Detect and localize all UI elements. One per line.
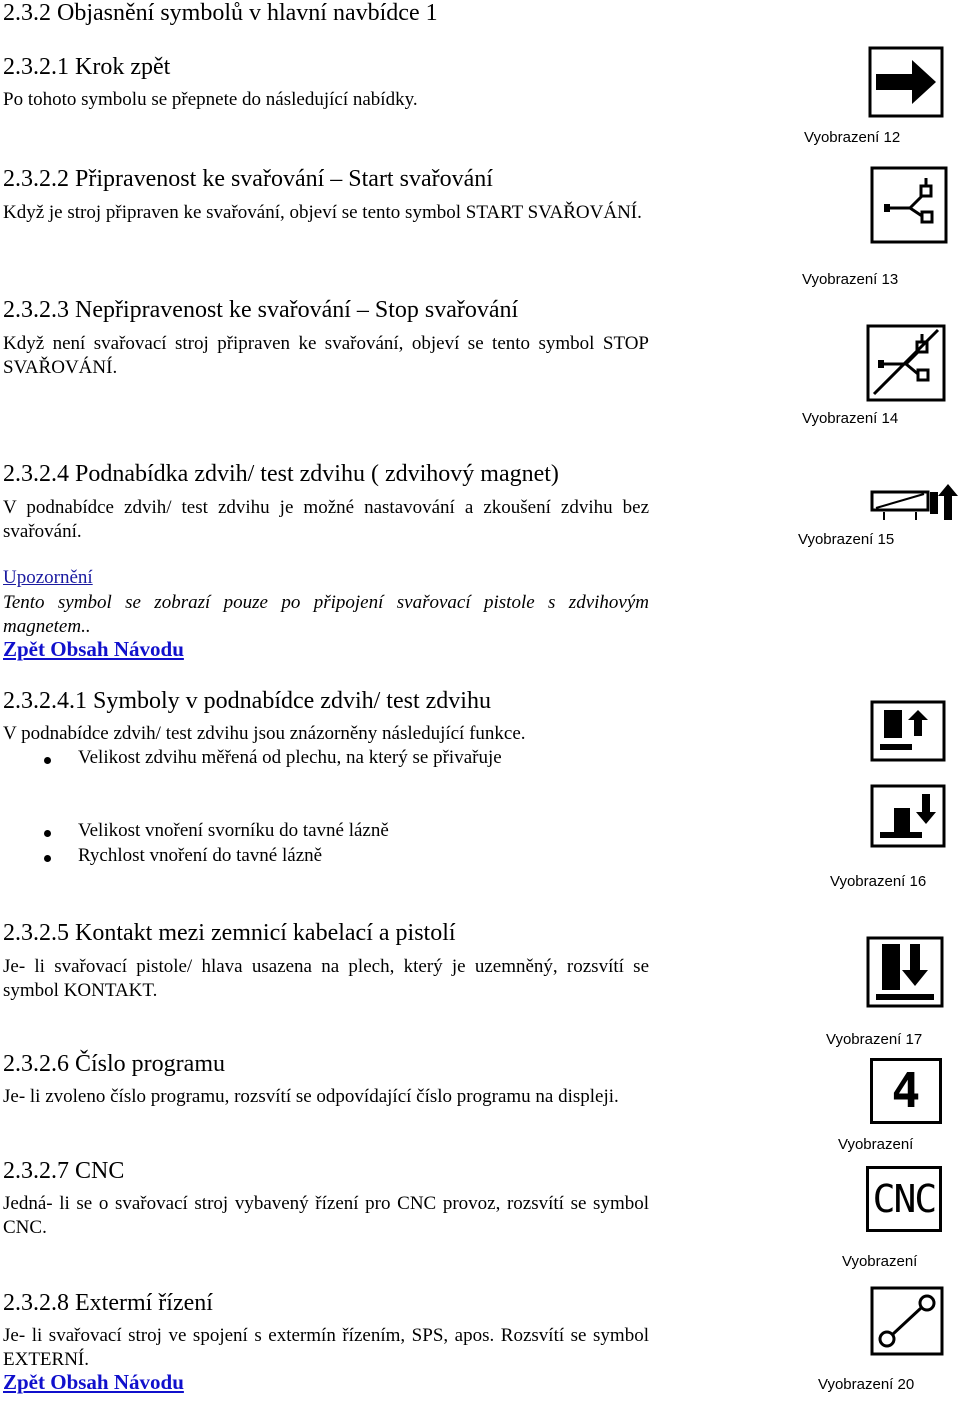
subsection-title-contact: 2.3.2.5 Kontakt mezi zemnicí kabelací a pistolí (3, 920, 456, 946)
text-cnc: Jedná- li se o svařovací stroj vybavený řízení pro CNC provoz, rozsvítí se symbol CNC. (3, 1193, 649, 1238)
welding-stop-icon (866, 324, 946, 402)
welding-start-icon (870, 166, 948, 244)
figure-caption: Vyobrazení 16 (830, 873, 927, 890)
subsection-title-lift-symbols: 2.3.2.4.1 Symboly v podnabídce zdvih/ test zdvihu (3, 688, 491, 714)
figure-caption: Vyobrazení 15 (798, 531, 895, 548)
text-ready: Když je stroj připraven ke svařování, objeví se tento symbol START SVAŘOVÁNÍ. (3, 202, 642, 223)
figure-caption: Vyobrazení 13 (802, 271, 899, 288)
subsection-title-external: 2.3.2.8 Extermí řízení (3, 1290, 213, 1316)
program-number-icon: 4 (870, 1058, 942, 1124)
back-to-contents-link[interactable]: Zpět Obsah Návodu (3, 1370, 184, 1394)
text-external: Je- li svařovací stroj ve spojení s extermín řízením, SPS, apos. Rozsvítí se symbol EXTERNÍ. (3, 1325, 649, 1370)
figure-caption: Vyobrazení 20 (818, 1376, 915, 1393)
text-lift-symbols: V podnabídce zdvih/ test zdvihu jsou znázorněny následující funkce. (3, 723, 526, 744)
external-control-icon (870, 1286, 944, 1356)
bullet-item: Velikost zdvihu měřená od plechu, na který se přivařuje (78, 747, 502, 768)
figure-caption: Vyobrazení 17 (826, 1031, 923, 1048)
text-contact: Je- li svařovací pistole/ hlava usazena na plech, který je uzemněný, rozsvítí se symbol KONTAKT. (3, 956, 649, 1001)
lift-magnet-icon (868, 482, 960, 522)
section-title-2-3-2: 2.3.2 Objasnění symbolů v hlavní navbídce 1 (3, 0, 438, 26)
subsection-title-ready: 2.3.2.2 Připravenost ke svařování – Start svařování (3, 166, 493, 192)
figure-caption: Vyobrazení 14 (802, 410, 899, 427)
text-step-back: Po tohoto symbolu se přepnete do následující nabídky. (3, 89, 418, 110)
bullet-dot (44, 855, 51, 862)
bullet-dot (44, 830, 51, 837)
back-to-contents-link[interactable]: Zpět Obsah Návodu (3, 637, 184, 661)
bullet-item: Rychlost vnoření do tavné lázně (78, 845, 323, 866)
figure-caption: Vyobrazení (838, 1136, 914, 1153)
text-program-number: Je- li zvoleno číslo programu, rozsvítí se odpovídající číslo programu na displeji. (3, 1086, 619, 1107)
figure-caption: Vyobrazení 12 (804, 129, 901, 146)
cnc-icon: CNC (866, 1166, 942, 1232)
contact-icon (866, 936, 944, 1008)
subsection-title-lift-submenu: 2.3.2.4 Podnabídka zdvih/ test zdvihu ( zdvihový magnet) (3, 461, 559, 487)
plunge-depth-icon (870, 784, 946, 848)
text-not-ready: Když není svařovací stroj připraven ke svařování, objeví se tento symbol STOP SVAŘOVÁNÍ. (3, 333, 649, 378)
subsection-title-step-back: 2.3.2.1 Krok zpět (3, 54, 171, 80)
lift-height-icon (870, 700, 946, 762)
bullet-item: Velikost vnoření svorníku do tavné lázně (78, 820, 389, 841)
subsection-title-not-ready: 2.3.2.3 Nepřipravenost ke svařování – Stop svařování (3, 297, 519, 323)
note-text: Tento symbol se zobrazí pouze po připojení svařovací pistole s zdvihovým magnetem.. (3, 592, 649, 637)
arrow-right-icon (868, 46, 944, 118)
text-lift-submenu: V podnabídce zdvih/ test zdvihu je možné nastavování a zkoušení zdvihu bez svařování. (3, 497, 649, 542)
bullet-dot (44, 757, 51, 764)
subsection-title-program-number: 2.3.2.6 Číslo programu (3, 1051, 225, 1077)
figure-caption: Vyobrazení (842, 1253, 918, 1270)
note-label: Upozornění (3, 567, 93, 588)
subsection-title-cnc: 2.3.2.7 CNC (3, 1158, 125, 1184)
